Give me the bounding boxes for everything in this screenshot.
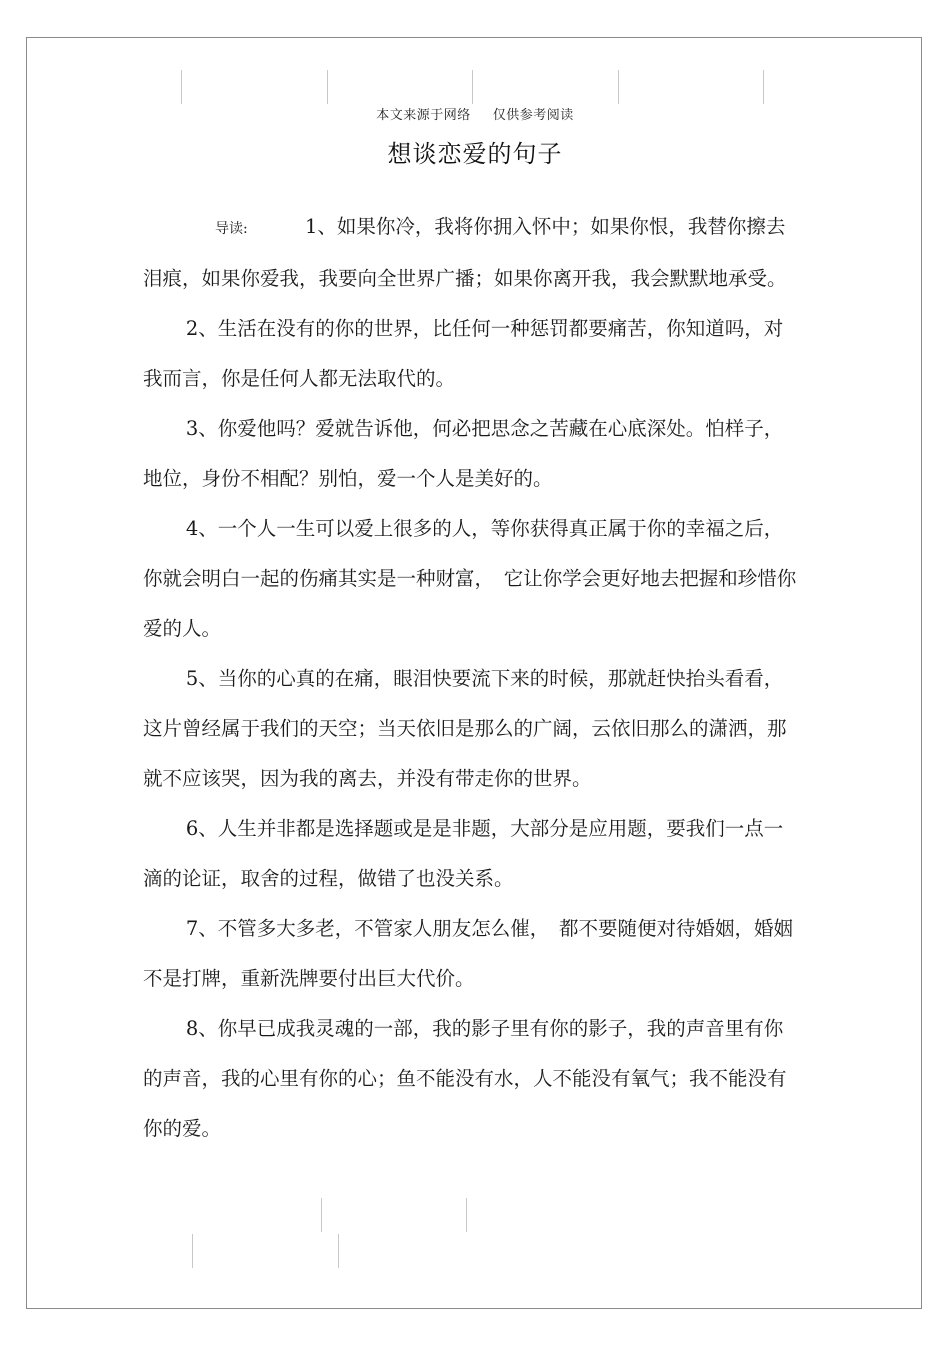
scan-mark [181, 70, 182, 104]
paragraph: 4、一个人一生可以爱上很多的人，等你获得真正属于你的幸福之后，你就会明白一起的伤痛其实是一种财富， 它让你学会更好地去把握和珍惜你爱的人。 [143, 517, 797, 640]
paragraph: 3、你爱他吗？爱就告诉他，何必把思念之苦藏在心底深处。怕样子，地位，身份不相配？别怕，爱一个人是美好的。 [143, 417, 784, 490]
paragraph: 8、你早已成我灵魂的一部，我的影子里有你的影子，我的声音里有你的声音，我的心里有你的心；鱼不能没有水，人不能没有氧气；我不能没有你的爱。 [143, 1017, 787, 1140]
header-note [0, 104, 950, 123]
article-body [143, 202, 798, 1154]
scan-mark [472, 70, 473, 104]
scan-mark [763, 70, 764, 104]
scan-mark [321, 1198, 322, 1232]
intro-label: 导读: [215, 221, 248, 237]
scan-mark [466, 1198, 467, 1232]
page-title: 想谈恋爱的句子 [387, 140, 563, 168]
paragraph: 6、人生并非都是选择题或是是非题，大部分是应用题，要我们一点一滴的论证，取舍的过程，做错了也没关系。 [143, 817, 784, 890]
paragraph: 导读: 1、如果你冷，我将你拥入怀中；如果你恨，我替你擦去泪痕，如果你爱我，我要向全世界广播；如果你离开我，我会默默地承受。 [143, 202, 798, 304]
scan-mark [618, 70, 619, 104]
paragraph: 5、当你的心真的在痛，眼泪快要流下来的时候，那就赶快抬头看看，这片曾经属于我们的天空；当天依旧是那么的广阔，云依旧那么的潇洒，那就不应该哭，因为我的离去，并没有带走你的世界。 [143, 667, 787, 790]
scan-mark [327, 70, 328, 104]
disclaimer: 仅供参考阅读 [492, 108, 574, 123]
paragraph: 7、不管多大多老，不管家人朋友怎么催， 都不要随便对待婚姻，婚姻不是打牌，重新洗牌要付出巨大代价。 [143, 917, 794, 990]
scan-mark [338, 1234, 339, 1268]
source-note: 本文来源于网络 [376, 108, 471, 123]
scan-mark [192, 1234, 193, 1268]
paragraph: 2、生活在没有的你的世界，比任何一种惩罚都要痛苦，你知道吗，对我而言，你是任何人都无法取代的。 [143, 317, 784, 390]
